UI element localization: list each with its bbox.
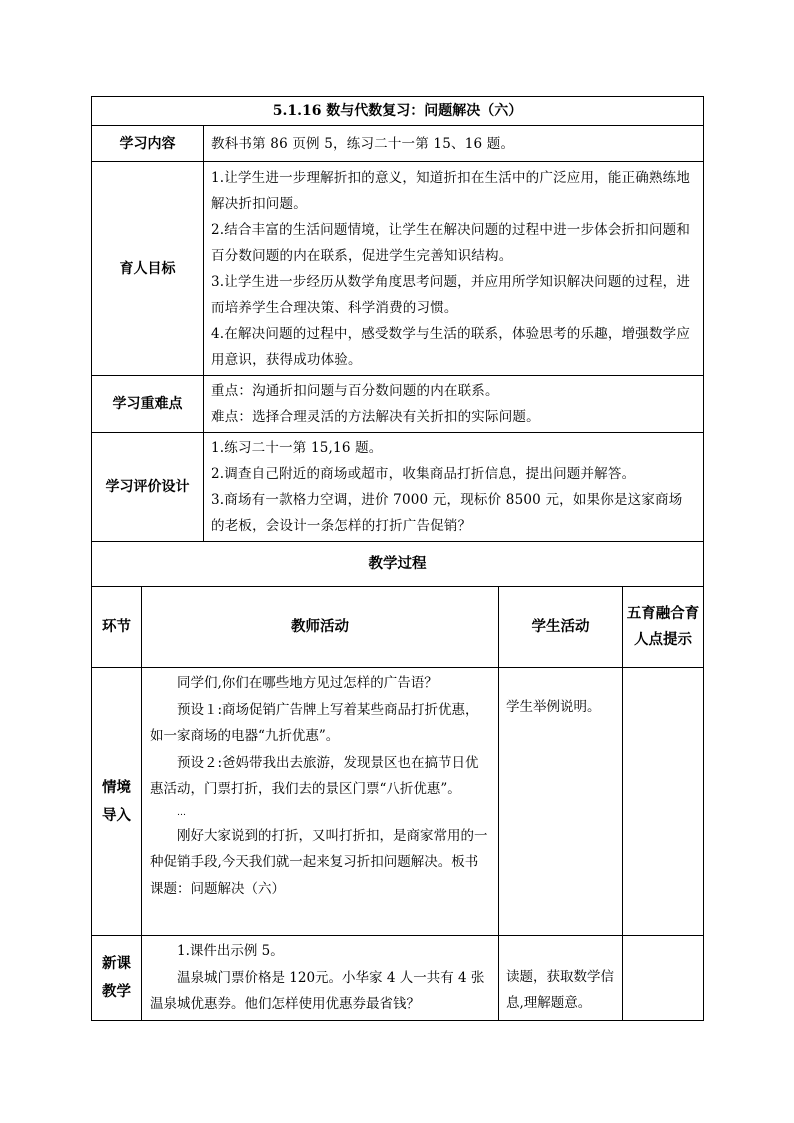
evaluation-item: 2.调查自己附近的商场或超市，收集商品打折信息，提出问题并解答。 [211, 466, 636, 482]
key-point-item: 难点：选择合理灵活的方法解决有关折扣的实际问题。 [211, 409, 540, 425]
teacher-line: 温泉城门票价格是 120元。小华家 4 人一共有 4 张温泉城优惠券。他们怎样使用优惠券最省钱？ [150, 969, 485, 1012]
lesson-title: 5.1.16 数与代数复习：问题解决（六） [92, 97, 704, 126]
evaluation-item: 1.练习二十一第 15,16 题。 [211, 440, 383, 456]
key-points-label: 学习重难点 [92, 376, 204, 433]
lesson-plan-table [91, 96, 704, 1021]
student-activity-new: 读题，获取数学信息,理解题意。 [499, 936, 623, 1021]
student-activity-intro: 学生举例说明。 [499, 668, 623, 936]
content-label: 学习内容 [92, 126, 204, 162]
header-teacher: 教师活动 [142, 587, 499, 668]
five-education-intro [623, 668, 704, 936]
goals-label: 育人目标 [92, 162, 204, 376]
goal-item: 4.在解决问题的过程中，感受数学与生活的联系，体验思考的乐趣，增强数学应用意识，获得成功体验。 [211, 325, 691, 368]
goal-item: 2.结合丰富的生活问题情境，让学生在解决问题的过程中进一步体会折扣问题和百分数问题的内在联系，促进学生完善知识结构。 [211, 221, 691, 264]
teacher-line: 预设１:商场促销广告牌上写着某些商品打折优惠，如一家商场的电器“九折优惠”。 [150, 701, 479, 744]
stage-intro [92, 668, 142, 936]
stage-new-lesson [92, 936, 142, 1021]
stage-new-lesson-text: 新课教学 [102, 954, 131, 1000]
teacher-line: 刚好大家说到的打折，又叫打折扣，是商家常用的一种促销手段,今天我们就一起来复习折扣问题解决。板书课题：问题解决（六） [150, 827, 488, 897]
evaluation-content [204, 433, 704, 542]
header-five-education-text: 五育融合育人点提示 [626, 605, 700, 648]
teacher-line: … [177, 807, 186, 818]
goal-item: 3.让学生进一步经历从数学角度思考问题，并应用所学知识解决问题的过程，进而培养学生合理决策、科学消费的习惯。 [211, 273, 691, 316]
teacher-line: 同学们,你们在哪些地方见过怎样的广告语？ [177, 675, 438, 691]
goals-content [204, 162, 704, 376]
lesson-plan-page [91, 96, 703, 1021]
stage-intro-text: 情境导入 [102, 778, 131, 824]
evaluation-item: 3.商场有一款格力空调，进价 7000 元，现标价 8500 元，如果你是这家商场的老板，会设计一条怎样的打折广告促销？ [211, 492, 683, 534]
teacher-activity-new [142, 936, 499, 1021]
five-education-new [623, 936, 704, 1021]
teacher-line: 1.课件出示例 5。 [177, 943, 284, 959]
key-points-content [204, 376, 704, 433]
key-point-item: 重点：沟通折扣问题与百分数问题的内在联系。 [211, 383, 499, 399]
header-student: 学生活动 [499, 587, 623, 668]
teacher-activity-intro [142, 668, 499, 936]
evaluation-label: 学习评价设计 [92, 433, 204, 542]
header-five-education [623, 587, 704, 668]
teacher-line: 预设２:爸妈带我出去旅游，发现景区也在搞节日优惠活动，门票打折，我们去的景区门票“八折优惠”。 [150, 754, 479, 797]
goal-item: 1.让学生进一步理解折扣的意义，知道折扣在生活中的广泛应用，能正确熟练地解决折扣问题。 [211, 169, 691, 212]
process-title: 教学过程 [92, 542, 704, 587]
header-stage: 环节 [92, 587, 142, 668]
content-text: 教科书第 86 页例 5，练习二十一第 15、16 题。 [204, 126, 704, 162]
